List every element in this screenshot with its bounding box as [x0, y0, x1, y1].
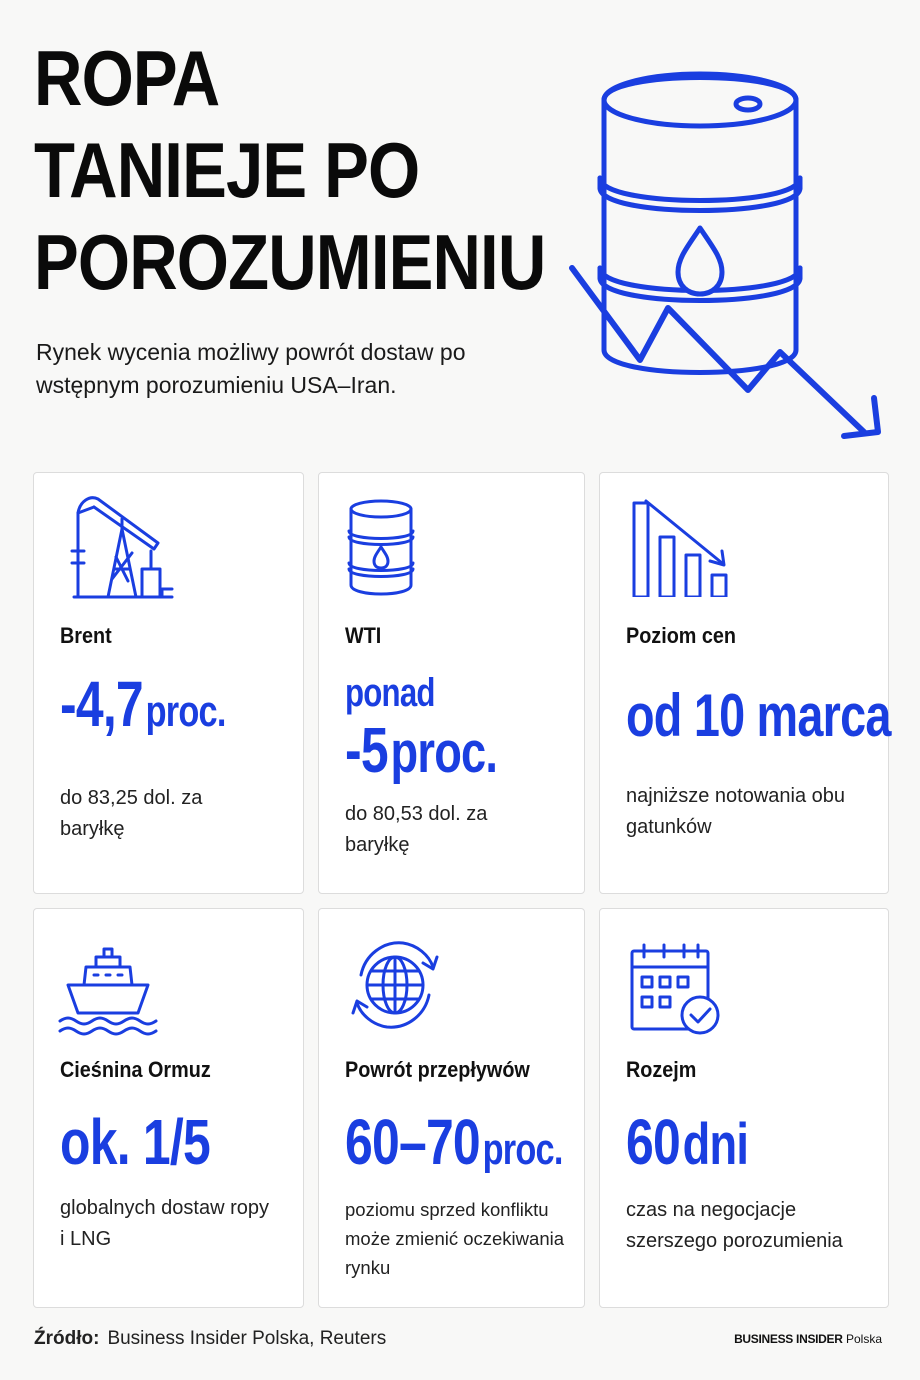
value-number: -5 — [345, 714, 388, 786]
title-line-3: POROZUMIENIU — [34, 218, 546, 306]
page-title — [34, 32, 546, 308]
card-value — [60, 667, 226, 741]
card-description: do 83,25 dol. za baryłkę — [60, 787, 203, 840]
card-brent — [33, 472, 304, 894]
card-value — [626, 681, 891, 750]
card-hormuz — [33, 908, 304, 1308]
value-prefix: ponad — [345, 671, 435, 715]
card-value — [626, 1105, 748, 1179]
globe-cycle-icon — [345, 935, 455, 1045]
oil-pump-icon — [68, 489, 178, 599]
card-wti — [318, 472, 585, 894]
brand-main: BUSINESS INSIDER — [734, 1332, 843, 1346]
calendar-check-icon — [628, 941, 738, 1051]
page-subtitle: Rynek wycenia możliwy powrót dostaw po wstępnym porozumieniu USA–Iran. — [36, 339, 466, 398]
tanker-ship-icon — [58, 937, 168, 1047]
card-label: Powrót przepływów — [345, 1057, 530, 1082]
title-line-1: ROPA — [34, 34, 220, 122]
oil-barrel-down-arrow-icon — [560, 60, 890, 450]
value-number: 60–70 — [345, 1106, 480, 1178]
card-label: WTI — [345, 623, 382, 648]
value-unit: dni — [682, 1112, 749, 1177]
card-value-prefix — [345, 671, 435, 716]
value-unit: proc. — [145, 687, 226, 736]
card-value — [345, 713, 497, 787]
card-description: najniższe notowania obu gatunków — [626, 785, 846, 838]
value-unit: proc. — [390, 720, 498, 785]
card-price-level — [599, 472, 889, 894]
card-description: globalnych dostaw ropy i LNG — [60, 1197, 270, 1250]
card-value — [345, 1105, 563, 1179]
card-label: Brent — [60, 623, 112, 648]
card-value — [60, 1105, 210, 1179]
source-text: Business Insider Polska, Reuters — [107, 1328, 387, 1349]
card-description: do 80,53 dol. za baryłkę — [345, 803, 488, 856]
value-number: -4,7 — [60, 668, 143, 740]
card-label: Rozejm — [626, 1057, 697, 1082]
value-number: 60 — [626, 1106, 680, 1178]
source-note — [34, 1328, 386, 1350]
card-label: Cieśnina Ormuz — [60, 1057, 211, 1082]
value-number: od 10 marca — [626, 682, 891, 749]
card-description: czas na negocjacje szerszego porozumienia — [626, 1199, 843, 1252]
source-label: Źródło: — [34, 1328, 100, 1349]
declining-bars-icon — [630, 497, 740, 607]
brand-sub: Polska — [845, 1332, 882, 1346]
card-truce — [599, 908, 889, 1308]
oil-barrel-icon — [343, 497, 453, 607]
title-line-2: TANIEJE PO — [34, 126, 420, 214]
card-flows-return — [318, 908, 585, 1308]
value-unit: proc. — [482, 1125, 563, 1174]
card-label: Poziom cen — [626, 623, 737, 648]
value-number: ok. 1/5 — [60, 1106, 210, 1178]
card-description: poziomu sprzed konfliktu może zmienić oczekiwania rynku — [345, 1199, 565, 1278]
brand-logo — [734, 1332, 882, 1346]
